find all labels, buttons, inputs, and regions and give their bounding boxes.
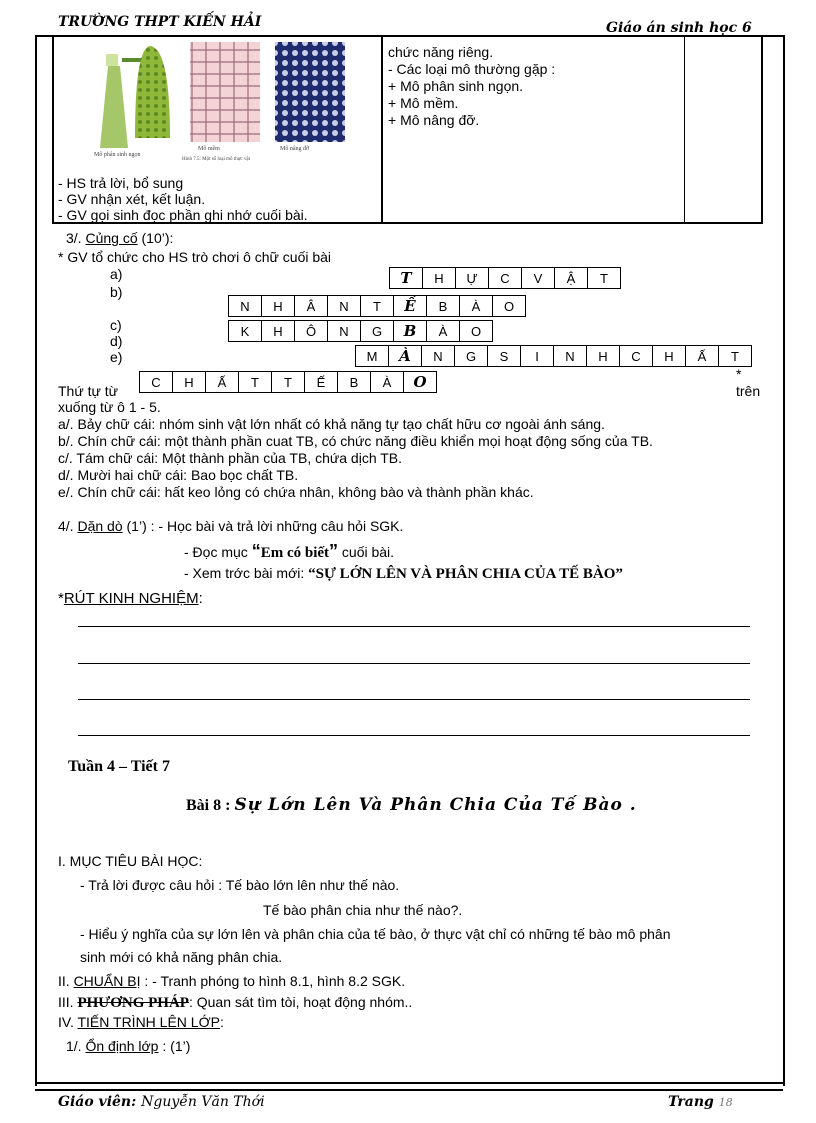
- crossword-cell[interactable]: H: [261, 320, 295, 342]
- tissue-illustration: [80, 38, 350, 168]
- section1-title: I. MỤC TIÊU BÀI HỌC:: [58, 853, 203, 869]
- note-line[interactable]: [78, 699, 750, 700]
- rkn-heading: *RÚT KINH NGHIỆM:: [58, 590, 203, 607]
- section2: II. CHUẨN BỊ : - Tranh phóng to hình 8.1, hình 8.2 SGK.: [58, 973, 406, 989]
- crossword-row-b: [229, 295, 526, 317]
- crossword-cell[interactable]: G: [360, 320, 394, 342]
- image-caption: Hình 7.5: Một số loại mô thực vật: [182, 157, 250, 162]
- crossword-cell[interactable]: O: [459, 320, 493, 342]
- section1-line3: - Hiểu ý nghĩa của sự lớn lên và phân chia của tế bào, ở thực vật chỉ có những tế bào mô phân: [80, 926, 671, 942]
- crossword-cell[interactable]: T: [271, 371, 305, 393]
- dando-line2: - Đọc mục “Em có biết” cuối bài.: [184, 541, 395, 561]
- row-label-a: a): [110, 266, 123, 282]
- crossword-cell[interactable]: N: [553, 345, 587, 367]
- crossword-row-c: [229, 320, 493, 342]
- school-name: TRƯỜNG THPT KIẾN HẢI: [58, 14, 262, 30]
- crossword-cell[interactable]: K: [228, 320, 262, 342]
- crossword-cell[interactable]: V: [521, 267, 555, 289]
- footer-teacher: Giáo viên: Nguyễn Văn Thới: [58, 1094, 265, 1110]
- subject-title: Giáo án sinh học 6: [606, 20, 752, 36]
- col1-line: - HS trả lời, bổ sung: [58, 175, 184, 191]
- cungco-intro: * GV tổ chức cho HS trò chơi ô chữ cuối bài: [58, 249, 332, 265]
- crossword-cell[interactable]: T: [718, 345, 752, 367]
- dando-heading: 4/. Dặn dò (1’) : - Học bài và trả lời những câu hỏi SGK.: [58, 518, 404, 534]
- section1-line2: Tế bào phân chia như thế nào?.: [263, 902, 463, 918]
- cungco-heading: 3/. Củng cố (10’):: [66, 230, 174, 246]
- crossword-cell[interactable]: Â: [294, 295, 328, 317]
- note-line[interactable]: [78, 735, 750, 736]
- crossword-cell[interactable]: G: [454, 345, 488, 367]
- crossword-cell[interactable]: Ấ: [205, 371, 239, 393]
- dando-line3: - Xem trớc bài mới: “SỰ LỚN LÊN VÀ PHÂN CHIA CỦA TẾ BÀO”: [184, 565, 623, 582]
- crossword-row-e: [140, 371, 437, 393]
- image-label-2: Mô mềm: [198, 146, 220, 152]
- crossword-cell[interactable]: M: [355, 345, 389, 367]
- col2-line: + Mô mềm.: [388, 95, 459, 111]
- clue: c/. Tám chữ cái: Một thành phần của TB, chứa dịch TB.: [58, 450, 403, 466]
- week-title: Tuần 4 – Tiết 7: [68, 758, 170, 775]
- clue: a/. Bảy chữ cái: nhóm sinh vật lớn nhất có khả năng tự tạo chất hữu cơ ngoài ánh sáng.: [58, 416, 605, 432]
- crossword-cell[interactable]: H: [422, 267, 456, 289]
- crossword-cell[interactable]: À: [459, 295, 493, 317]
- note-line[interactable]: [78, 663, 750, 664]
- crossword-cell[interactable]: H: [586, 345, 620, 367]
- clue: d/. Mười hai chữ cái: Bao bọc chất TB.: [58, 467, 299, 483]
- crossword-cell[interactable]: N: [327, 320, 361, 342]
- order-star: *: [736, 366, 742, 382]
- crossword-cell[interactable]: Ế: [304, 371, 338, 393]
- crossword-cell[interactable]: C: [139, 371, 173, 393]
- crossword-cell[interactable]: T: [360, 295, 394, 317]
- section4: IV. TIẾN TRÌNH LÊN LỚP:: [58, 1014, 224, 1030]
- step1: 1/. Ổn định lớp : (1’): [66, 1038, 191, 1054]
- table-col1: [58, 175, 308, 223]
- crossword-cell[interactable]: O: [492, 295, 526, 317]
- crossword-cell[interactable]: C: [488, 267, 522, 289]
- row-label-d: d): [110, 333, 123, 349]
- crossword-cell[interactable]: S: [487, 345, 521, 367]
- crossword-cell[interactable]: B: [426, 295, 460, 317]
- footer-page: Trang 18: [668, 1094, 733, 1110]
- col2-line: + Mô nâng đỡ.: [388, 112, 480, 128]
- image-label-1: Mô phân sinh ngọn: [94, 152, 141, 158]
- crossword-cell[interactable]: H: [261, 295, 295, 317]
- crossword-cell[interactable]: B: [337, 371, 371, 393]
- clue: e/. Chín chữ cái: hất keo lỏng có chứa nhân, không bào và thành phần khác.: [58, 484, 534, 500]
- order-text-right: trên: [736, 383, 761, 399]
- col2-line: - Các loại mô thường gặp :: [388, 61, 556, 77]
- crossword-cell[interactable]: À: [388, 345, 422, 367]
- crossword-cell[interactable]: B: [393, 320, 427, 342]
- crossword-cell[interactable]: I: [520, 345, 554, 367]
- order-text-next: xuống từ ô 1 - 5.: [58, 399, 161, 415]
- crossword-cell[interactable]: C: [619, 345, 653, 367]
- crossword-cell[interactable]: N: [327, 295, 361, 317]
- col2-line: chức năng riêng.: [388, 44, 494, 60]
- crossword-cell[interactable]: T: [587, 267, 621, 289]
- crossword-cell[interactable]: O: [403, 371, 437, 393]
- section1-line1: - Trả lời được câu hỏi : Tế bào lớn lên như thế nào.: [80, 877, 400, 893]
- col2-line: + Mô phân sinh ngọn.: [388, 78, 524, 94]
- section1-line4: sinh mới có khả năng phân chia.: [80, 949, 283, 965]
- crossword-cell[interactable]: T: [389, 267, 423, 289]
- crossword-cell[interactable]: À: [370, 371, 404, 393]
- crossword-clues: [58, 416, 653, 501]
- order-text-left: Thứ tự từ: [58, 383, 119, 399]
- note-line[interactable]: [78, 626, 750, 627]
- table-col2: [388, 44, 555, 129]
- row-label-e: e): [110, 349, 123, 365]
- crossword-row-d: [356, 345, 752, 367]
- crossword-cell[interactable]: N: [228, 295, 262, 317]
- lesson-title: Bài 8 : Sự Lớn Lên Và Phân Chia Của Tế Bào .: [186, 795, 637, 815]
- crossword-cell[interactable]: Ấ: [685, 345, 719, 367]
- crossword-cell[interactable]: Ự: [455, 267, 489, 289]
- crossword-cell[interactable]: T: [238, 371, 272, 393]
- crossword-cell[interactable]: À: [426, 320, 460, 342]
- crossword-cell[interactable]: Ế: [393, 295, 427, 317]
- crossword-cell[interactable]: N: [421, 345, 455, 367]
- section3: III. PHƯƠNG PHÁP: Quan sát tìm tòi, hoạt động nhóm..: [58, 994, 413, 1011]
- plant-tissue-figure: [80, 38, 350, 168]
- page-border-bottom: [35, 1082, 783, 1091]
- crossword-row-a: [390, 267, 621, 289]
- row-label-b: b): [110, 284, 123, 300]
- row-label-c: c): [110, 317, 122, 333]
- image-label-3: Mô nâng đỡ: [280, 146, 310, 152]
- crossword-cell[interactable]: H: [172, 371, 206, 393]
- col1-line: - GV gọi sinh đọc phần ghi nhớ cuối bài.: [58, 207, 308, 223]
- clue: b/. Chín chữ cái: một thành phần cuat TB, có chức năng điều khiển mọi hoạt động sống của TB.: [58, 433, 653, 449]
- crossword-cell[interactable]: H: [652, 345, 686, 367]
- col1-line: - GV nhận xét, kết luận.: [58, 191, 206, 207]
- crossword-cell[interactable]: Ậ: [554, 267, 588, 289]
- crossword-cell[interactable]: Ô: [294, 320, 328, 342]
